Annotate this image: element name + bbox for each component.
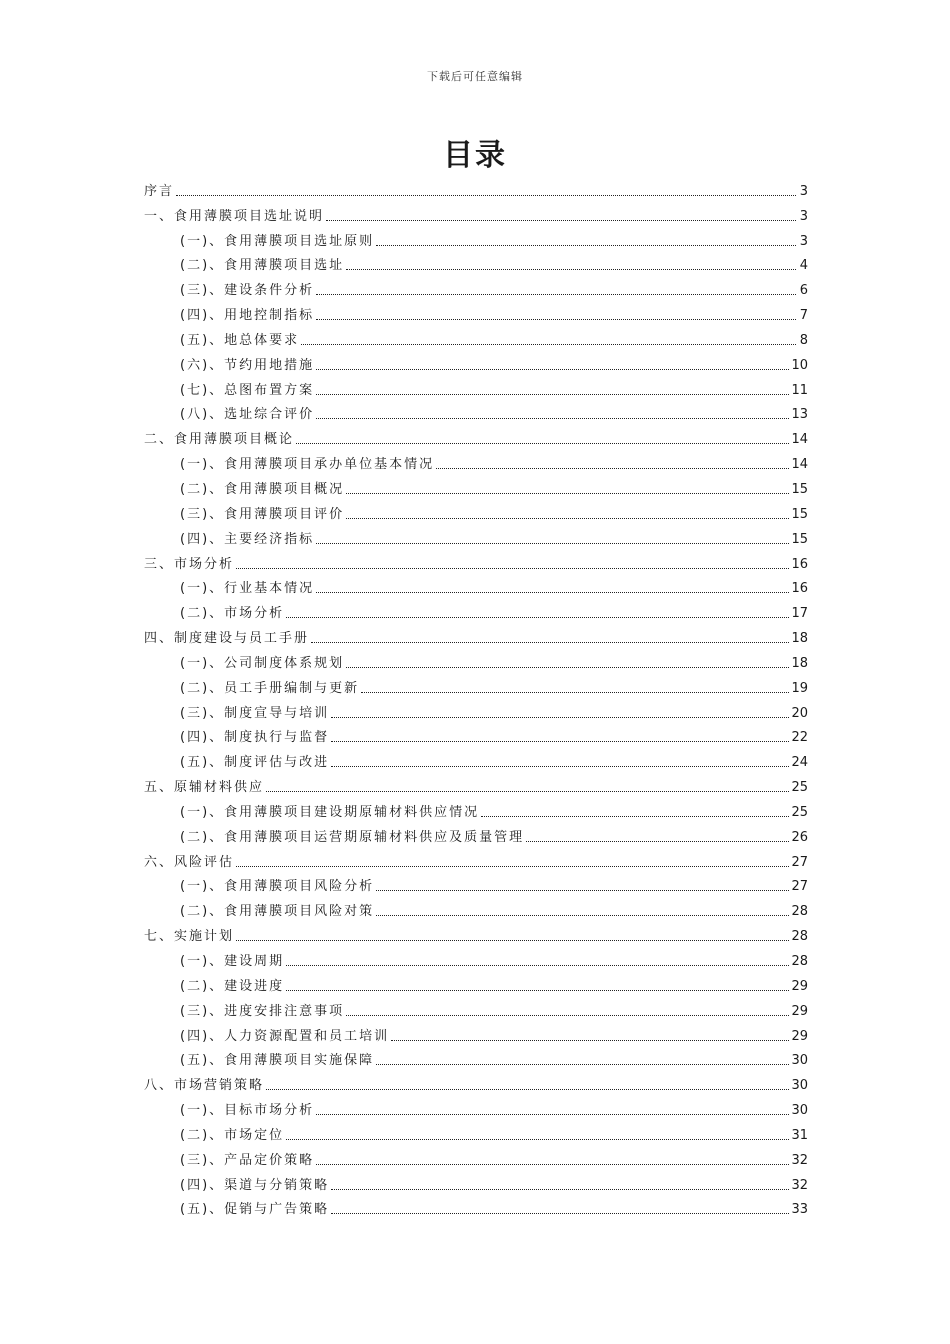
toc-entry-label: (五)、食用薄膜项目实施保障: [180, 1053, 375, 1069]
toc-entry[interactable]: [144, 920, 808, 945]
toc-dot-leader: [436, 468, 789, 469]
toc-entry[interactable]: [144, 846, 808, 871]
toc-entry-label: (一)、食用薄膜项目选址原则: [180, 233, 375, 249]
toc-entry[interactable]: [144, 746, 808, 771]
toc-dot-leader: [481, 816, 789, 817]
toc-entry-label: 一、食用薄膜项目选址说明: [144, 208, 325, 224]
table-of-contents: [144, 175, 808, 1218]
toc-dot-leader: [376, 890, 789, 891]
toc-entry-label: (五)、地总体要求: [180, 332, 300, 348]
toc-dot-leader: [316, 592, 789, 593]
toc-entry-page: 14: [791, 432, 808, 448]
toc-entry-page: 27: [791, 854, 808, 870]
toc-entry-page: 29: [791, 1028, 808, 1044]
toc-entry-label: (四)、用地控制指标: [180, 308, 315, 324]
toc-entry-label: (三)、进度安排注意事项: [180, 1003, 345, 1019]
toc-entry[interactable]: [144, 250, 808, 275]
toc-entry-page: 25: [791, 780, 808, 796]
toc-entry-label: 二、食用薄膜项目概论: [144, 432, 295, 448]
toc-dot-leader: [346, 518, 789, 519]
toc-entry-label: (六)、节约用地措施: [180, 357, 315, 373]
toc-entry-page: 6: [799, 283, 808, 299]
toc-entry-page: 28: [791, 954, 808, 969]
toc-entry-label: 五、原辅材料供应: [144, 780, 265, 796]
page-title: 目录: [443, 138, 507, 173]
toc-entry-page: 3: [799, 208, 808, 224]
toc-dot-leader: [286, 1139, 789, 1140]
toc-dot-leader: [316, 418, 789, 419]
toc-entry[interactable]: [144, 200, 808, 225]
toc-entry[interactable]: [144, 349, 808, 374]
toc-entry-label: (一)、食用薄膜项目风险分析: [180, 879, 375, 895]
toc-entry[interactable]: [144, 374, 808, 399]
toc-entry-page: 17: [791, 606, 808, 622]
toc-dot-leader: [176, 195, 796, 196]
toc-dot-leader: [346, 1015, 789, 1016]
toc-dot-leader: [376, 245, 796, 246]
toc-entry[interactable]: [144, 1144, 808, 1169]
toc-entry[interactable]: [144, 548, 808, 573]
toc-entry-page: 14: [791, 457, 808, 473]
toc-dot-leader: [286, 990, 789, 991]
toc-entry[interactable]: [144, 895, 808, 920]
toc-entry-label: (二)、员工手册编制与更新: [180, 680, 360, 696]
toc-entry-page: 29: [791, 978, 808, 994]
toc-entry-label: (五)、促销与广告策略: [180, 1202, 330, 1218]
toc-dot-leader: [296, 443, 789, 444]
toc-entry[interactable]: [144, 672, 808, 697]
toc-entry-page: 15: [791, 506, 808, 522]
toc-dot-leader: [311, 642, 789, 643]
toc-entry[interactable]: [144, 423, 808, 448]
toc-entry[interactable]: [144, 523, 808, 548]
toc-dot-leader: [326, 220, 796, 221]
toc-entry-label: (一)、食用薄膜项目建设期原辅材料供应情况: [180, 804, 480, 820]
toc-entry-label: (一)、目标市场分析: [180, 1103, 315, 1119]
toc-dot-leader: [331, 717, 789, 718]
toc-entry-label: (七)、总图布置方案: [180, 382, 315, 398]
toc-entry-page: 32: [791, 1177, 808, 1193]
toc-dot-leader: [316, 1164, 789, 1165]
toc-entry[interactable]: [144, 1045, 808, 1070]
toc-dot-leader: [361, 692, 789, 693]
toc-dot-leader: [331, 1189, 789, 1190]
toc-entry-label: (四)、人力资源配置和员工培训: [180, 1028, 390, 1044]
toc-entry[interactable]: [144, 1020, 808, 1045]
toc-entry-label: 七、实施计划: [144, 929, 235, 945]
toc-entry-label: (四)、主要经济指标: [180, 531, 315, 547]
toc-dot-leader: [286, 617, 789, 618]
toc-entry-page: 18: [791, 631, 808, 647]
toc-entry[interactable]: [144, 796, 808, 821]
toc-entry-page: 18: [791, 655, 808, 671]
toc-entry[interactable]: [144, 573, 808, 598]
toc-dot-leader: [266, 1089, 789, 1090]
toc-entry-page: 22: [791, 730, 808, 746]
toc-entry-label: 三、市场分析: [144, 556, 235, 572]
toc-entry-label: (四)、渠道与分销策略: [180, 1177, 330, 1193]
toc-entry-page: 7: [799, 308, 808, 324]
page-header: 下载后可任意编辑: [427, 70, 523, 83]
toc-entry-label: (三)、建设条件分析: [180, 283, 315, 299]
toc-entry[interactable]: [144, 175, 808, 200]
toc-entry-page: 19: [791, 680, 808, 696]
toc-entry-page: 32: [791, 1152, 808, 1168]
toc-entry[interactable]: [144, 995, 808, 1020]
toc-entry-label: (一)、食用薄膜项目承办单位基本情况: [180, 457, 435, 473]
toc-dot-leader: [316, 294, 796, 295]
toc-entry-label: 六、风险评估: [144, 854, 235, 870]
toc-dot-leader: [236, 940, 789, 941]
toc-entry-page: 20: [791, 705, 808, 721]
toc-dot-leader: [286, 965, 789, 966]
toc-entry-page: 4: [799, 258, 808, 274]
toc-dot-leader: [331, 1213, 789, 1214]
toc-entry[interactable]: [144, 225, 808, 250]
toc-dot-leader: [236, 568, 789, 569]
toc-dot-leader: [316, 543, 789, 544]
toc-entry-label: 四、制度建设与员工手册: [144, 631, 310, 647]
toc-entry-page: 26: [791, 829, 808, 845]
toc-dot-leader: [391, 1040, 789, 1041]
toc-entry-label: (一)、公司制度体系规划: [180, 655, 345, 671]
toc-entry-label: 八、市场营销策略: [144, 1078, 265, 1094]
toc-entry-page: 15: [791, 531, 808, 547]
toc-entry[interactable]: [144, 871, 808, 896]
toc-entry-page: 16: [791, 556, 808, 572]
toc-entry[interactable]: [144, 274, 808, 299]
toc-entry-page: 10: [791, 357, 808, 373]
toc-entry-page: 8: [799, 332, 808, 348]
toc-entry-page: 24: [791, 755, 808, 771]
toc-entry[interactable]: [144, 597, 808, 622]
toc-entry[interactable]: [144, 647, 808, 672]
toc-entry-label: (二)、建设进度: [180, 978, 285, 994]
toc-entry-label: (五)、制度评估与改进: [180, 755, 330, 771]
toc-entry-label: (三)、产品定价策略: [180, 1152, 315, 1168]
toc-entry-page: 11: [791, 382, 808, 398]
toc-dot-leader: [331, 741, 789, 742]
toc-entry-label: (二)、食用薄膜项目运营期原辅材料供应及质量管理: [180, 829, 525, 845]
toc-entry[interactable]: [144, 448, 808, 473]
toc-entry-page: 28: [791, 904, 808, 920]
toc-entry-label: (二)、市场分析: [180, 606, 285, 622]
toc-dot-leader: [331, 766, 789, 767]
toc-entry-page: 16: [791, 581, 808, 597]
toc-dot-leader: [316, 369, 789, 370]
toc-entry[interactable]: [144, 324, 808, 349]
toc-entry-label: (二)、食用薄膜项目风险对策: [180, 904, 375, 920]
toc-entry-page: 28: [791, 929, 808, 945]
toc-entry-page: 3: [799, 183, 808, 199]
toc-dot-leader: [376, 1064, 789, 1065]
toc-entry[interactable]: [144, 498, 808, 523]
toc-entry[interactable]: [144, 1069, 808, 1094]
toc-dot-leader: [526, 841, 789, 842]
toc-entry-label: (三)、食用薄膜项目评价: [180, 506, 345, 522]
toc-dot-leader: [301, 344, 796, 345]
toc-entry-page: 3: [799, 233, 808, 249]
toc-entry[interactable]: [144, 1094, 808, 1119]
toc-entry-page: 27: [791, 879, 808, 895]
toc-entry-label: 序言: [144, 183, 175, 199]
toc-entry-page: 25: [791, 804, 808, 820]
toc-entry[interactable]: [144, 1119, 808, 1144]
toc-entry-page: 31: [791, 1127, 808, 1143]
toc-entry-label: (四)、制度执行与监督: [180, 730, 330, 746]
toc-entry[interactable]: [144, 399, 808, 424]
toc-dot-leader: [316, 1114, 789, 1115]
toc-dot-leader: [236, 866, 789, 867]
toc-entry[interactable]: [144, 945, 808, 970]
toc-dot-leader: [376, 915, 789, 916]
toc-entry[interactable]: [144, 697, 808, 722]
toc-dot-leader: [346, 269, 796, 270]
toc-entry[interactable]: [144, 299, 808, 324]
toc-entry[interactable]: [144, 722, 808, 747]
toc-entry[interactable]: [144, 1194, 808, 1219]
toc-entry-page: 30: [791, 1103, 808, 1119]
toc-entry-page: 33: [791, 1202, 808, 1218]
toc-entry-page: 30: [791, 1053, 808, 1069]
toc-entry-page: 15: [791, 481, 808, 497]
toc-entry[interactable]: [144, 821, 808, 846]
toc-entry[interactable]: [144, 1169, 808, 1194]
toc-entry[interactable]: [144, 473, 808, 498]
toc-dot-leader: [266, 791, 789, 792]
toc-entry-page: 13: [791, 407, 808, 423]
toc-entry-label: (一)、行业基本情况: [180, 581, 315, 597]
toc-entry-label: (一)、建设周期: [180, 954, 285, 969]
toc-entry-label: (二)、食用薄膜项目选址: [180, 258, 345, 274]
toc-entry[interactable]: [144, 771, 808, 796]
toc-entry[interactable]: [144, 970, 808, 995]
toc-dot-leader: [316, 319, 796, 320]
toc-entry-page: 29: [791, 1003, 808, 1019]
toc-entry-label: (二)、食用薄膜项目概况: [180, 481, 345, 497]
toc-entry-page: 30: [791, 1078, 808, 1094]
toc-dot-leader: [346, 493, 789, 494]
toc-entry-label: (二)、市场定位: [180, 1127, 285, 1143]
toc-entry[interactable]: [144, 622, 808, 647]
toc-entry-label: (三)、制度宣导与培训: [180, 705, 330, 721]
toc-dot-leader: [316, 394, 789, 395]
toc-entry-label: (八)、选址综合评价: [180, 407, 315, 423]
toc-dot-leader: [346, 667, 789, 668]
